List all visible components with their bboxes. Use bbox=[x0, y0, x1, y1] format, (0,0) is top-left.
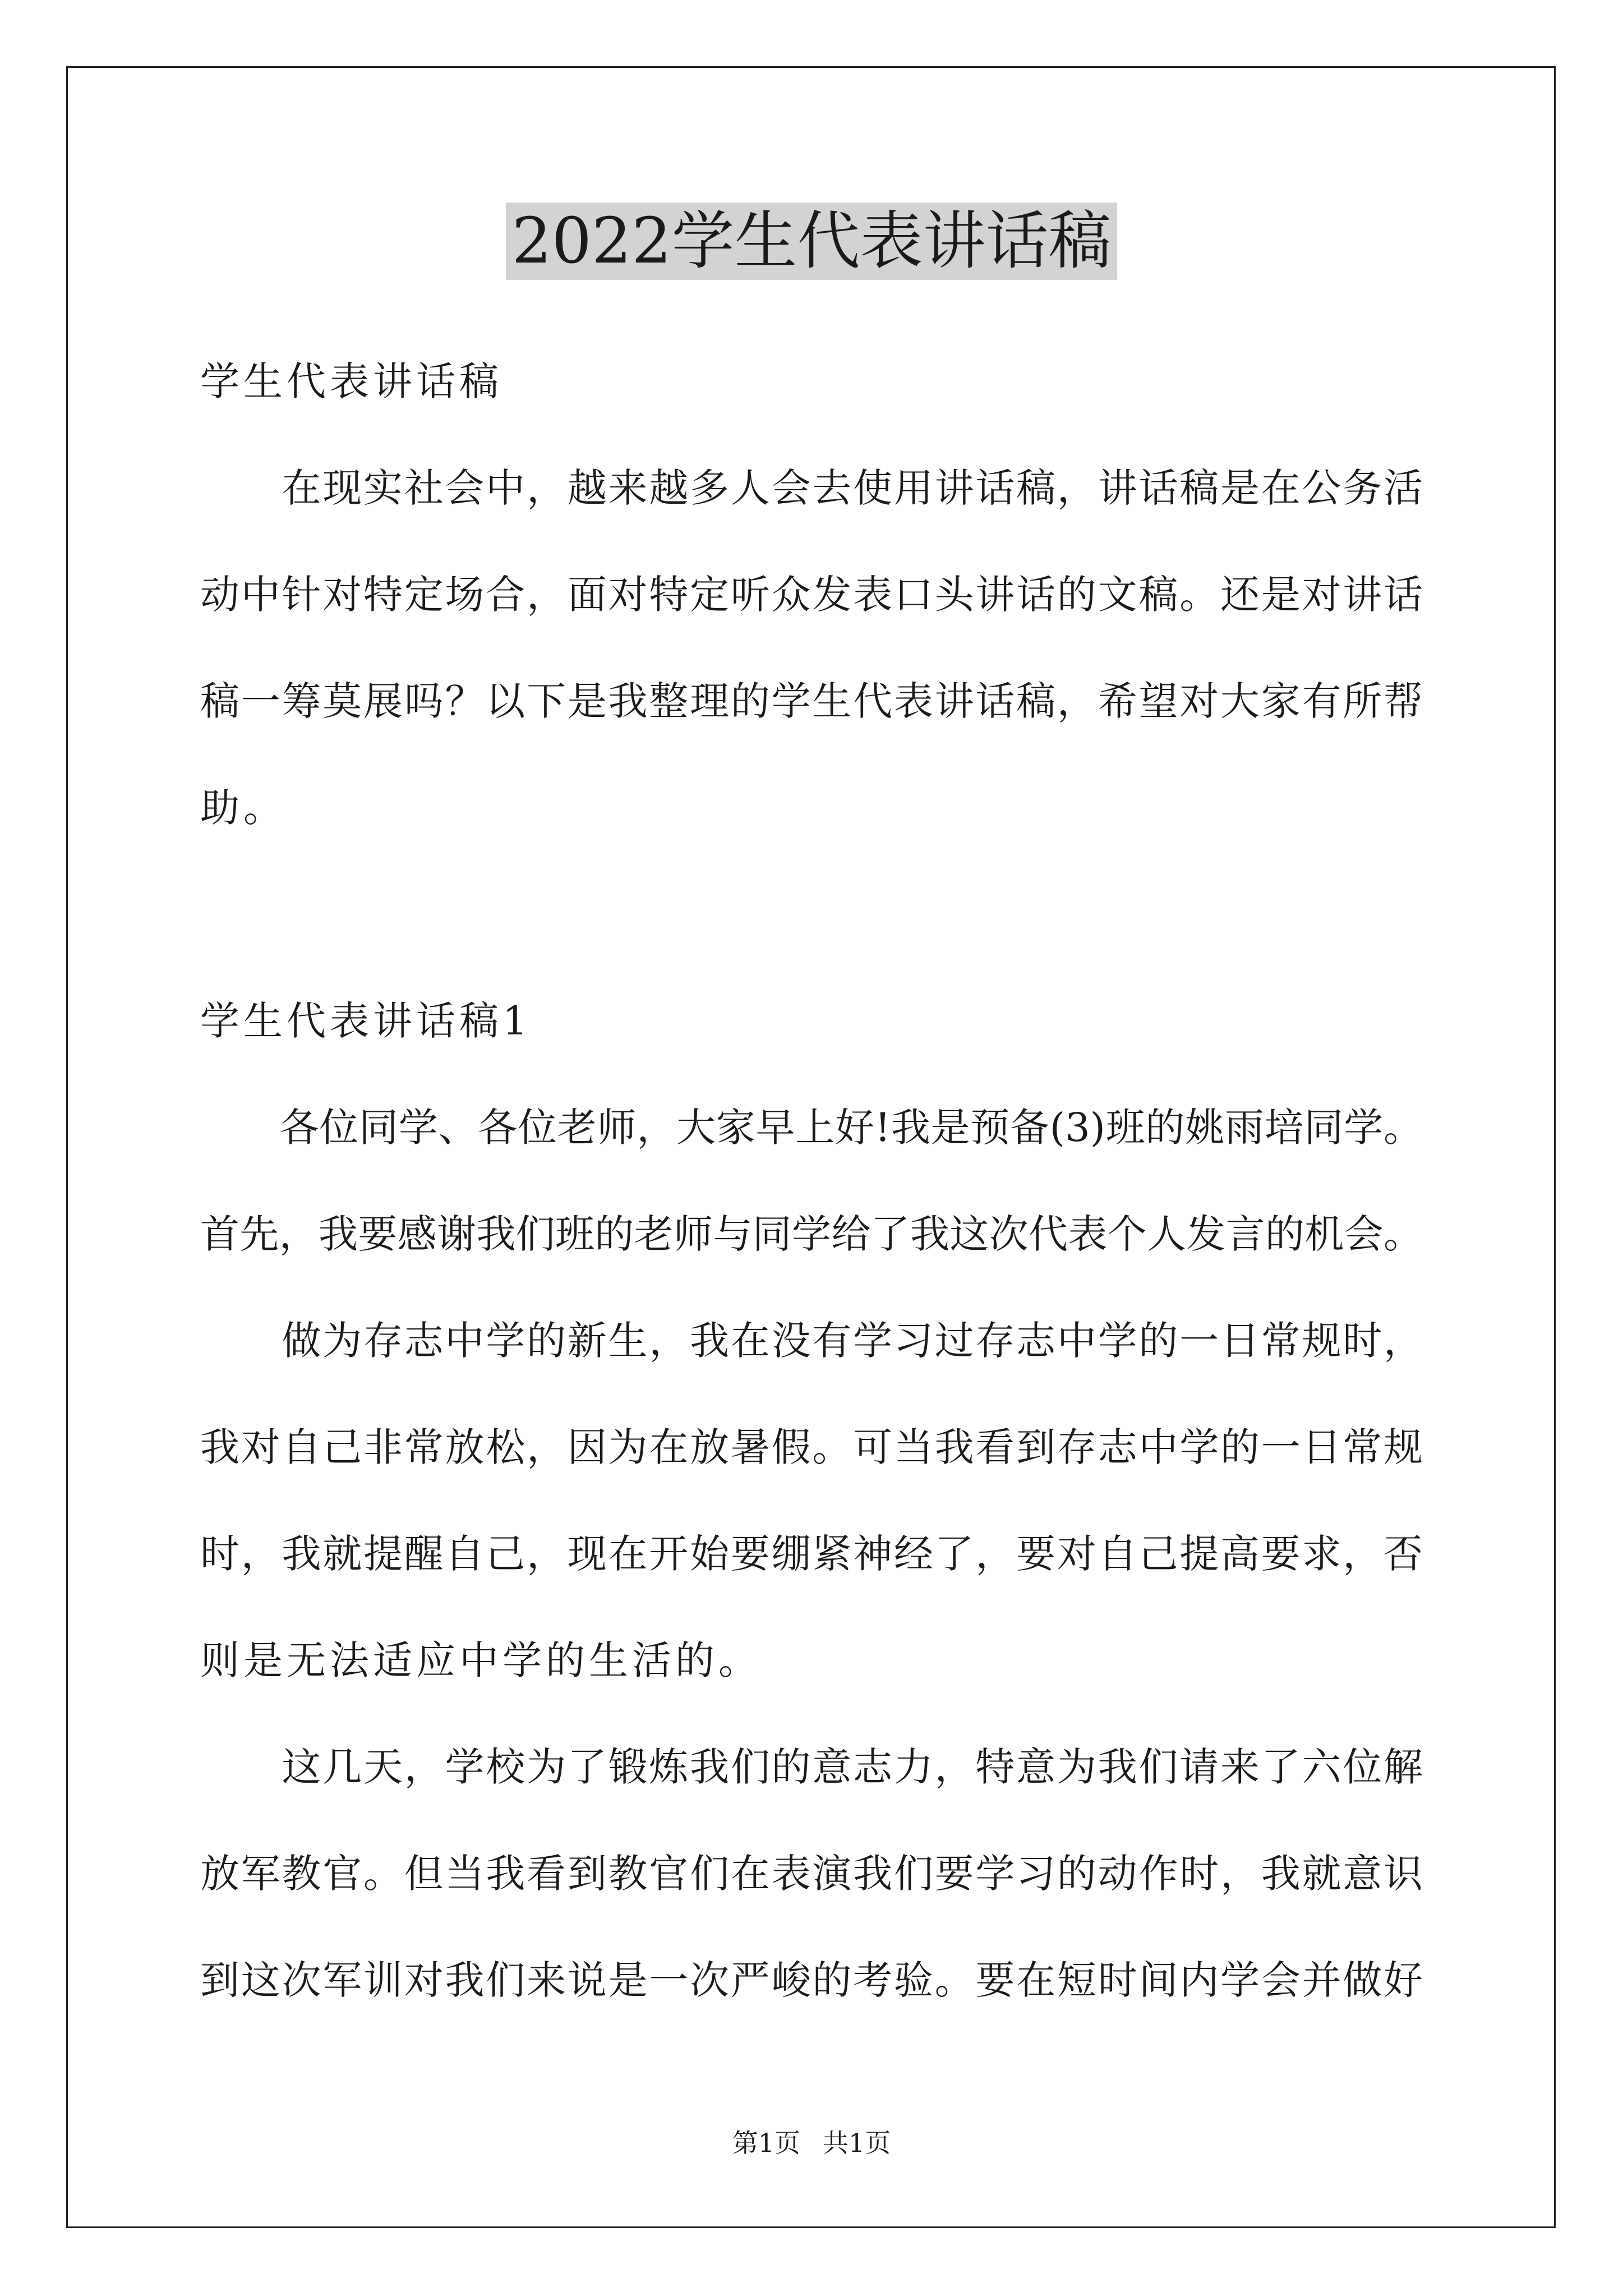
section1-line-8: 放军教官。但当我看到教官们在表演我们要学习的动作时，我就意识 bbox=[200, 1851, 1423, 1897]
section1-line-7: 这几天，学校为了锻炼我们的意志力，特意为我们请来了六位解 bbox=[200, 1744, 1423, 1790]
document-title bbox=[0, 202, 1623, 280]
section1-line-4: 我对自己非常放松，因为在放暑假。可当我看到存志中学的一日常规 bbox=[200, 1424, 1423, 1470]
intro-line-3: 稿一筹莫展吗？以下是我整理的学生代表讲话稿，希望对大家有所帮 bbox=[200, 678, 1423, 724]
page-footer bbox=[0, 2126, 1623, 2160]
section1-line-6: 则是无法适应中学的生活的。 bbox=[200, 1637, 762, 1683]
page-number: 第1页 bbox=[732, 2128, 800, 2158]
intro-line-4: 助。 bbox=[200, 785, 287, 831]
page-total: 共1页 bbox=[823, 2128, 891, 2158]
intro-heading: 学生代表讲话稿 bbox=[200, 358, 502, 404]
intro-line-2: 动中针对特定场合，面对特定听众发表口头讲话的文稿。还是对讲话 bbox=[200, 572, 1423, 618]
intro-line-1: 在现实社会中，越来越多人会去使用讲话稿，讲话稿是在公务活 bbox=[200, 465, 1423, 511]
section1-line-3: 做为存志中学的新生，我在没有学习过存志中学的一日常规时， bbox=[200, 1318, 1423, 1364]
section1-line-1: 各位同学、各位老师，大家早上好!我是预备(3)班的姚雨培同学。 bbox=[200, 1105, 1423, 1151]
section1-line-2: 首先，我要感谢我们班的老师与同学给了我这次代表个人发言的机会。 bbox=[200, 1211, 1423, 1257]
section1-heading: 学生代表讲话稿1 bbox=[200, 998, 532, 1044]
section1-line-5: 时，我就提醒自己，现在开始要绷紧神经了，要对自己提高要求，否 bbox=[200, 1531, 1423, 1577]
document-title-text: 2022学生代表讲话稿 bbox=[506, 203, 1117, 280]
section1-line-9: 到这次军训对我们来说是一次严峻的考验。要在短时间内学会并做好 bbox=[200, 1957, 1423, 2003]
